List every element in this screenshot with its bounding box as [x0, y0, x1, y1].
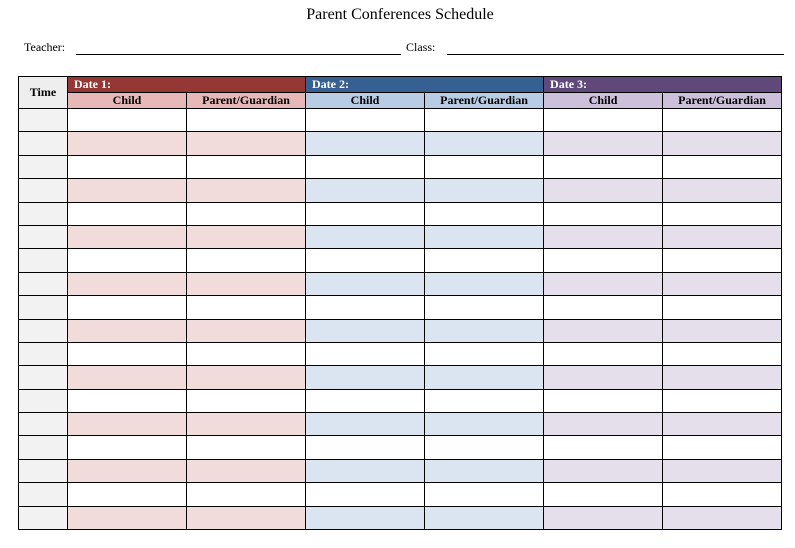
date-3-parent-cell[interactable]	[663, 319, 782, 342]
date-1-child-cell[interactable]	[68, 413, 187, 436]
time-cell[interactable]	[19, 109, 68, 132]
date-1-parent-cell[interactable]	[187, 202, 306, 225]
date-1-child-cell[interactable]	[68, 296, 187, 319]
date-2-child-cell[interactable]	[306, 436, 425, 459]
time-cell[interactable]	[19, 436, 68, 459]
time-cell[interactable]	[19, 483, 68, 506]
date-2-parent-cell[interactable]	[425, 202, 544, 225]
date-1-parent-cell[interactable]	[187, 483, 306, 506]
date-3-parent-cell[interactable]	[663, 506, 782, 529]
time-cell[interactable]	[19, 179, 68, 202]
date-1-header: Date 1:	[68, 77, 306, 93]
date-3-parent-cell[interactable]	[663, 483, 782, 506]
date-2-parent-cell[interactable]	[425, 483, 544, 506]
date-1-child-cell[interactable]	[68, 272, 187, 295]
date-2-child-cell[interactable]	[306, 483, 425, 506]
date-2-child-cell[interactable]	[306, 413, 425, 436]
date-3-child-cell[interactable]	[544, 342, 663, 365]
date-3-parent-header: Parent/Guardian	[663, 93, 782, 109]
date-1-child-cell[interactable]	[68, 132, 187, 155]
date-1-child-cell[interactable]	[68, 225, 187, 248]
table-row	[19, 319, 782, 342]
date-1-child-cell[interactable]	[68, 109, 187, 132]
date-1-child-cell[interactable]	[68, 436, 187, 459]
date-3-header: Date 3:	[544, 77, 782, 93]
time-cell[interactable]	[19, 202, 68, 225]
date-1-parent-cell[interactable]	[187, 319, 306, 342]
date-1-parent-cell[interactable]	[187, 342, 306, 365]
time-cell[interactable]	[19, 342, 68, 365]
date-3-parent-cell[interactable]	[663, 202, 782, 225]
date-1-parent-cell[interactable]	[187, 436, 306, 459]
table-row	[19, 413, 782, 436]
date-2-child-cell[interactable]	[306, 179, 425, 202]
date-3-child-cell[interactable]	[544, 202, 663, 225]
table-row	[19, 296, 782, 319]
table-row	[19, 506, 782, 529]
time-cell[interactable]	[19, 506, 68, 529]
date-3-parent-cell[interactable]	[663, 179, 782, 202]
table-row	[19, 436, 782, 459]
table-row	[19, 132, 782, 155]
date-1-child-cell[interactable]	[68, 319, 187, 342]
date-3-child-cell[interactable]	[544, 179, 663, 202]
date-1-parent-cell[interactable]	[187, 155, 306, 178]
date-3-parent-cell[interactable]	[663, 366, 782, 389]
date-2-child-cell[interactable]	[306, 109, 425, 132]
table-row	[19, 202, 782, 225]
table-row	[19, 272, 782, 295]
table-row	[19, 109, 782, 132]
date-2-parent-cell[interactable]	[425, 459, 544, 482]
date-3-parent-cell[interactable]	[663, 459, 782, 482]
time-cell[interactable]	[19, 272, 68, 295]
header-fields	[24, 40, 784, 56]
date-2-child-cell[interactable]	[306, 272, 425, 295]
date-1-parent-cell[interactable]	[187, 249, 306, 272]
time-header: Time	[19, 77, 68, 109]
date-2-child-cell[interactable]	[306, 249, 425, 272]
date-2-parent-cell[interactable]	[425, 225, 544, 248]
time-cell[interactable]	[19, 225, 68, 248]
date-2-child-cell[interactable]	[306, 296, 425, 319]
table-row	[19, 389, 782, 412]
date-1-child-cell[interactable]	[68, 506, 187, 529]
date-3-child-cell[interactable]	[544, 483, 663, 506]
date-1-parent-cell[interactable]	[187, 109, 306, 132]
table-row	[19, 459, 782, 482]
time-cell[interactable]	[19, 249, 68, 272]
table-row	[19, 366, 782, 389]
schedule-body	[19, 109, 782, 530]
date-3-parent-cell[interactable]	[663, 389, 782, 412]
date-1-child-cell[interactable]	[68, 366, 187, 389]
date-3-child-cell[interactable]	[544, 272, 663, 295]
date-1-parent-cell[interactable]	[187, 132, 306, 155]
date-1-child-cell[interactable]	[68, 202, 187, 225]
date-2-parent-cell[interactable]	[425, 366, 544, 389]
time-cell[interactable]	[19, 366, 68, 389]
date-1-parent-header: Parent/Guardian	[187, 93, 306, 109]
date-3-child-cell[interactable]	[544, 506, 663, 529]
time-cell[interactable]	[19, 296, 68, 319]
date-3-parent-cell[interactable]	[663, 155, 782, 178]
date-1-child-header: Child	[68, 93, 187, 109]
table-row	[19, 342, 782, 365]
date-2-parent-cell[interactable]	[425, 342, 544, 365]
date-2-child-header: Child	[306, 93, 425, 109]
date-3-child-header: Child	[544, 93, 663, 109]
time-cell[interactable]	[19, 413, 68, 436]
date-2-parent-cell[interactable]	[425, 179, 544, 202]
date-1-parent-cell[interactable]	[187, 389, 306, 412]
date-2-parent-cell[interactable]	[425, 436, 544, 459]
table-row	[19, 179, 782, 202]
teacher-field[interactable]	[76, 54, 401, 55]
date-2-child-cell[interactable]	[306, 132, 425, 155]
date-1-child-cell[interactable]	[68, 483, 187, 506]
date-2-child-cell[interactable]	[306, 389, 425, 412]
time-cell[interactable]	[19, 319, 68, 342]
time-cell[interactable]	[19, 155, 68, 178]
date-1-parent-cell[interactable]	[187, 506, 306, 529]
time-cell[interactable]	[19, 132, 68, 155]
date-2-parent-header: Parent/Guardian	[425, 93, 544, 109]
date-1-parent-cell[interactable]	[187, 459, 306, 482]
page-title: Parent Conferences Schedule	[306, 6, 494, 23]
teacher-label: Teacher:	[24, 40, 66, 54]
date-1-parent-cell[interactable]	[187, 413, 306, 436]
date-3-parent-cell[interactable]	[663, 342, 782, 365]
date-1-child-cell[interactable]	[68, 342, 187, 365]
date-2-parent-cell[interactable]	[425, 155, 544, 178]
date-1-parent-cell[interactable]	[187, 296, 306, 319]
date-1-child-cell[interactable]	[68, 389, 187, 412]
date-3-parent-cell[interactable]	[663, 225, 782, 248]
date-3-child-cell[interactable]	[544, 296, 663, 319]
date-2-child-cell[interactable]	[306, 366, 425, 389]
time-cell[interactable]	[19, 389, 68, 412]
date-3-parent-cell[interactable]	[663, 272, 782, 295]
date-2-child-cell[interactable]	[306, 202, 425, 225]
date-1-child-cell[interactable]	[68, 459, 187, 482]
date-2-child-cell[interactable]	[306, 155, 425, 178]
date-3-parent-cell[interactable]	[663, 413, 782, 436]
date-2-parent-cell[interactable]	[425, 249, 544, 272]
date-3-parent-cell[interactable]	[663, 249, 782, 272]
date-2-child-cell[interactable]	[306, 459, 425, 482]
class-field[interactable]	[447, 54, 784, 55]
date-2-child-cell[interactable]	[306, 506, 425, 529]
schedule-table	[18, 76, 782, 530]
date-3-child-cell[interactable]	[544, 155, 663, 178]
date-3-child-cell[interactable]	[544, 225, 663, 248]
date-1-parent-cell[interactable]	[187, 272, 306, 295]
date-1-child-cell[interactable]	[68, 249, 187, 272]
date-3-parent-cell[interactable]	[663, 132, 782, 155]
table-row	[19, 483, 782, 506]
date-3-child-cell[interactable]	[544, 389, 663, 412]
date-2-parent-cell[interactable]	[425, 389, 544, 412]
date-2-child-cell[interactable]	[306, 225, 425, 248]
time-cell[interactable]	[19, 459, 68, 482]
date-2-parent-cell[interactable]	[425, 413, 544, 436]
date-3-child-cell[interactable]	[544, 459, 663, 482]
date-2-parent-cell[interactable]	[425, 296, 544, 319]
table-row	[19, 155, 782, 178]
date-2-child-cell[interactable]	[306, 319, 425, 342]
date-3-parent-cell[interactable]	[663, 436, 782, 459]
date-1-parent-cell[interactable]	[187, 366, 306, 389]
date-1-child-cell[interactable]	[68, 179, 187, 202]
date-1-parent-cell[interactable]	[187, 179, 306, 202]
date-3-child-cell[interactable]	[544, 109, 663, 132]
date-2-parent-cell[interactable]	[425, 109, 544, 132]
date-2-parent-cell[interactable]	[425, 506, 544, 529]
date-2-header: Date 2:	[306, 77, 544, 93]
class-label: Class:	[406, 40, 436, 54]
date-3-child-cell[interactable]	[544, 319, 663, 342]
date-3-child-cell[interactable]	[544, 366, 663, 389]
date-1-child-cell[interactable]	[68, 155, 187, 178]
date-3-parent-cell[interactable]	[663, 109, 782, 132]
date-2-child-cell[interactable]	[306, 342, 425, 365]
date-3-child-cell[interactable]	[544, 249, 663, 272]
date-2-parent-cell[interactable]	[425, 319, 544, 342]
table-row	[19, 249, 782, 272]
date-3-child-cell[interactable]	[544, 132, 663, 155]
date-3-parent-cell[interactable]	[663, 296, 782, 319]
date-2-parent-cell[interactable]	[425, 272, 544, 295]
table-row	[19, 225, 782, 248]
date-3-child-cell[interactable]	[544, 436, 663, 459]
date-3-child-cell[interactable]	[544, 413, 663, 436]
date-2-parent-cell[interactable]	[425, 132, 544, 155]
date-1-parent-cell[interactable]	[187, 225, 306, 248]
